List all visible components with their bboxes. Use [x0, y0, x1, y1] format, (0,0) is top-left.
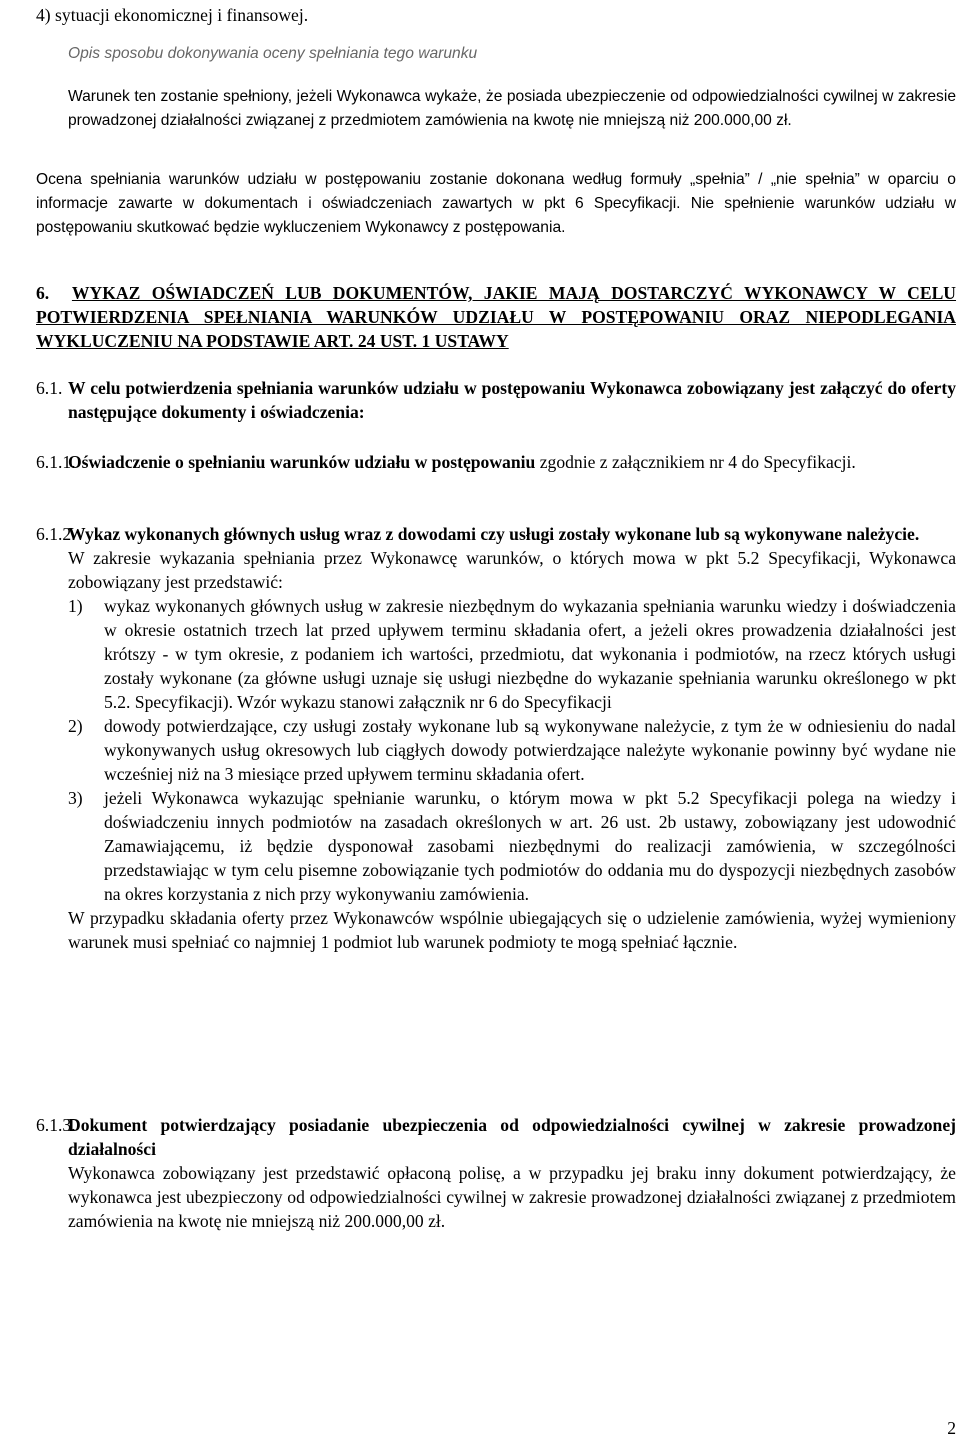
- section-6-1-3-title: Dokument potwierdzający posiadanie ubezpieczenia od odpowiedzialności cywilnej w zakresie prowadzonej działalności: [68, 1115, 956, 1159]
- section-6-1-2-closing: W przypadku składania oferty przez Wykonawców wspólnie ubiegających się o udzielenie zamówienia, wyżej wymieniony warunek musi spełniać co najmniej 1 podmiot lub warunek podmioty te mogą spełniać łącznie.: [68, 908, 956, 952]
- section-6-1-3-text: Wykonawca zobowiązany jest przedstawić opłaconą polisę, a w przypadku jej braku inny dokument potwierdzający, że wykonawca jest ubezpieczony od odpowiedzialności cywilnej w zakresie prowadzonej działalności związanej z przedmiotem zamówienia na kwotę nie mniejszą niż 200.000,00 zł.: [68, 1163, 956, 1231]
- section-6-1-text: W celu potwierdzenia spełniania warunków udziału w postępowaniu Wykonawca zobowiązany jest załączyć do oferty następujące dokumenty i oświadczenia:: [68, 378, 956, 422]
- requirements-list: [68, 594, 956, 906]
- assessment-paragraph: Ocena spełniania warunków udziału w postępowaniu zostanie dokonana według formuły „spełnia” / „nie spełnia” w oparciu o informacje zawarte w dokumentach i oświadczeniach zawartych w pkt 6 Specyfikacji. Nie spełnienie warunków udziału w postępowaniu skutkować będzie wykluczeniem Wykonawcy z postępowania.: [36, 171, 956, 236]
- section-6-1-number: 6.1.: [36, 378, 63, 398]
- section-6-1-2-title: Wykaz wykonanych głównych usług wraz z dowodami czy usługi zostały wykonane lub są wykonywane należycie.: [68, 524, 920, 544]
- list-item: 1) wykaz wykonanych głównych usług w zakresie niezbędnym do wykazania spełniania warunku wiedzy i doświadczenia w okresie ostatnich trzech lat przed upływem terminu składania ofert, a jeżeli okres prowadzenia działalności jest krótszy - w tym okresie, z podaniem ich wartości, przedmiotu, dat wykonania i podmiotów, na rzecz których usługi zostały wykonane (za główne usługi uznaje się usługi niezbędne do wykazanie spełniania warunku określonego w pkt 5.2. Specyfikacji). Wzór wykazu stanowi załącznik nr 6 do Specyfikacji: [68, 596, 956, 712]
- section-6-1-2-number: 6.1.2.: [36, 524, 76, 544]
- list-item: 2) dowody potwierdzające, czy usługi zostały wykonane lub są wykonywane należycie, z tym że w odniesieniu do nadal wykonywanych usług okresowych lub ciągłych dowody potwierdzające należyte wykonanie powinny być wydane nie wcześniej niż na 3 miesiące przed upływem terminu składania ofert.: [68, 716, 956, 784]
- section-6-title: WYKAZ OŚWIADCZEŃ LUB DOKUMENTÓW, JAKIE MAJĄ DOSTARCZYĆ WYKONAWCY W CELU POTWIERDZENIA SPEŁNIANIA WARUNKÓW UDZIAŁU W POSTĘPOWANIU ORAZ NIEPODLEGANIA WYKLUCZENIU NA PODSTAWIE ART. 24 UST. 1 USTAWY: [36, 283, 957, 351]
- section-6-number: 6.: [36, 283, 50, 303]
- criterion-paragraph: Warunek ten zostanie spełniony, jeżeli Wykonawca wykaże, że posiada ubezpieczenie od odpowiedzialności cywilnej w zakresie prowadzonej działalności związanej z przedmiotem zamówienia na kwotę nie mniejszą niż 200.000,00 zł.: [68, 88, 956, 129]
- section-6-1-1-rest: zgodnie z załącznikiem nr 4 do Specyfikacji.: [535, 452, 856, 472]
- section-6-heading: [36, 281, 956, 353]
- list-item: 3) jeżeli Wykonawca wykazując spełnianie warunku, o którym mowa w pkt 5.2 Specyfikacji polega na wiedzy i doświadczeniu innych podmiotów na zasadach określonych w art. 26 ust. 2b ustawy, zobowiązany jest udowodnić Zamawiającemu, iż będzie dysponował zasobami niezbędnymi do realizacji zamówienia, w szczególności przedstawiając w tym celu pisemne zobowiązanie tych podmiotów do oddania mu do dyspozycji niezbędnych zasobów na okres korzystania z nich przy wykonywaniu zamówienia.: [68, 788, 956, 904]
- list-item-economic-situation: 4) sytuacji ekonomicznej i finansowej.: [36, 5, 309, 25]
- section-6-1-3-number: 6.1.3.: [36, 1115, 76, 1135]
- section-6-1-2-intro: W zakresie wykazania spełniania przez Wykonawcę warunków, o których mowa w pkt 5.2 Specyfikacji, Wykonawca zobowiązany jest przedstawić:: [68, 548, 956, 592]
- page-number: 2: [947, 1418, 956, 1438]
- section-6-1-1-number: 6.1.1.: [36, 452, 76, 472]
- criterion-heading: Opis sposobu dokonywania oceny spełniania tego warunku: [68, 45, 478, 62]
- section-6-1-1-bold: Oświadczenie o spełnianiu warunków udziału w postępowaniu: [68, 452, 536, 472]
